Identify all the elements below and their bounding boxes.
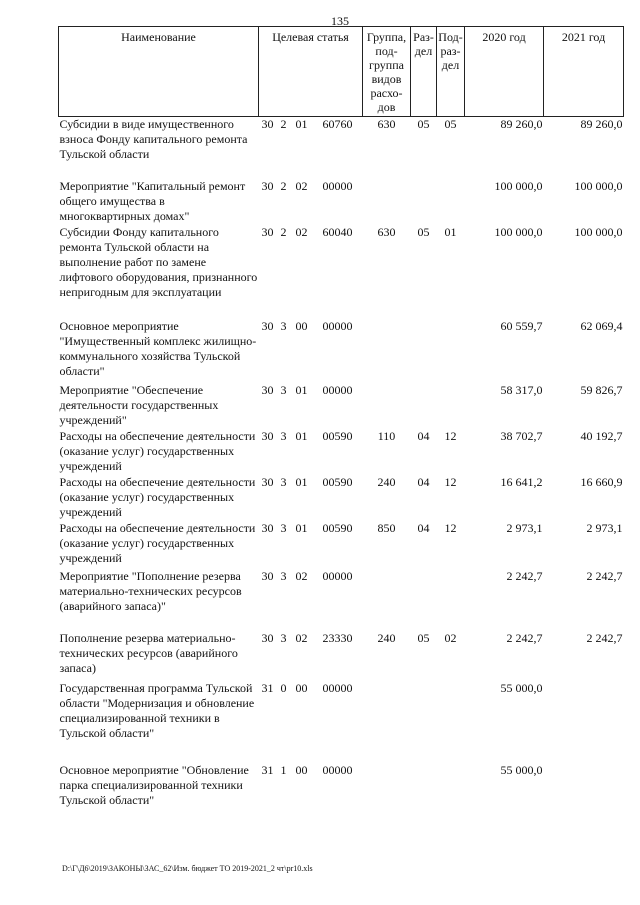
target-part-1: 30 (261, 224, 274, 239)
amount-2021: 100 000,0 (574, 224, 623, 239)
section-code: 04 (417, 428, 430, 443)
amount-2020: 55 000,0 (500, 762, 543, 777)
target-part-2: 3 (280, 382, 287, 397)
amount-2021: 89 260,0 (580, 117, 623, 131)
subsection-code (437, 179, 465, 225)
table-row (59, 179, 624, 225)
row-name: Субсидии в виде имущественного взноса Фонду капитального ремонта Тульской области (59, 117, 248, 161)
target-part-4: 00000 (322, 762, 353, 777)
row-name: Пополнение резерва материально-технических ресурсов (аварийного запаса) (59, 630, 238, 675)
amount-2021: 2 242,7 (586, 568, 623, 583)
row-name: Мероприятие "Пополнение резерва материально-технических ресурсов (аварийного запаса)" (59, 568, 242, 613)
row-name: Расходы на обеспечение деятельности (оказание услуг) государственных учреждений (59, 520, 256, 565)
table-row (59, 631, 624, 681)
group-code: 110 (377, 428, 396, 443)
file-path-footer: D:\Г\Д6\2019\ЗАКОНЫ\ЗАС_62\Изм. бюджет ТО 2019-2021_2 чт\pr10.xls (62, 864, 313, 873)
subsection-code (437, 569, 465, 631)
group-code (363, 383, 411, 429)
group-code (363, 179, 411, 225)
table-row (59, 429, 624, 475)
target-part-1: 30 (261, 520, 274, 535)
target-part-1: 30 (261, 178, 274, 193)
header-2021: 2021 год (544, 27, 624, 117)
target-part-4: 60040 (322, 224, 353, 239)
amount-2021: 59 826,7 (580, 382, 623, 397)
target-part-4: 00590 (322, 428, 353, 443)
target-part-3: 00 (295, 680, 308, 695)
amount-2020: 2 242,7 (506, 630, 543, 645)
amount-2020: 89 260,0 (500, 117, 543, 131)
subsection-code: 12 (444, 428, 457, 443)
row-name: Основное мероприятие "Имущественный комплекс жилищно-коммунального хозяйства Тульской области" (59, 318, 257, 378)
subsection-code: 05 (444, 117, 457, 131)
target-part-2: 2 (280, 178, 287, 193)
section-code: 04 (417, 520, 430, 535)
header-name: Наименование (59, 27, 259, 117)
budget-table (58, 26, 624, 823)
target-part-2: 3 (280, 520, 287, 535)
subsection-code: 12 (444, 520, 457, 535)
target-part-3: 01 (295, 474, 308, 489)
group-code: 240 (377, 474, 396, 489)
target-part-3: 02 (295, 630, 308, 645)
target-part-1: 31 (261, 762, 274, 777)
target-part-2: 3 (280, 630, 287, 645)
amount-2020: 100 000,0 (494, 178, 543, 193)
amount-2021: 62 069,4 (580, 318, 623, 333)
section-code: 05 (417, 224, 430, 239)
target-part-2: 0 (280, 680, 287, 695)
group-code (363, 763, 411, 823)
subsection-code: 02 (444, 630, 457, 645)
target-part-4: 23330 (322, 630, 353, 645)
target-part-2: 2 (280, 224, 287, 239)
group-code (363, 681, 411, 763)
table-row (59, 521, 624, 569)
amount-2020: 2 242,7 (506, 568, 543, 583)
table-row (59, 319, 624, 383)
header-subsection: Под-раз-дел (437, 27, 465, 117)
amount-2021 (544, 681, 624, 763)
target-part-3: 01 (295, 117, 308, 131)
target-part-1: 30 (261, 382, 274, 397)
target-part-3: 00 (295, 762, 308, 777)
target-part-2: 3 (280, 474, 287, 489)
target-part-3: 02 (295, 224, 308, 239)
target-part-1: 30 (261, 318, 274, 333)
target-part-2: 2 (280, 117, 287, 131)
subsection-code: 01 (444, 224, 457, 239)
amount-2021: 2 242,7 (586, 630, 623, 645)
amount-2021: 16 660,9 (580, 474, 623, 489)
section-code (411, 681, 437, 763)
target-part-3: 01 (295, 428, 308, 443)
row-name: Расходы на обеспечение деятельности (оказание услуг) государственных учреждений (59, 428, 256, 473)
amount-2020: 38 702,7 (500, 428, 543, 443)
section-code (411, 179, 437, 225)
target-part-2: 3 (280, 428, 287, 443)
row-name: Мероприятие "Капитальный ремонт общего имущества в многоквартирных домах" (59, 178, 246, 223)
header-group: Группа, под-группа видов расхо-дов (363, 27, 411, 117)
amount-2020: 55 000,0 (500, 680, 543, 695)
amount-2021: 40 192,7 (580, 428, 623, 443)
target-part-3: 01 (295, 382, 308, 397)
target-part-1: 30 (261, 568, 274, 583)
section-code (411, 569, 437, 631)
amount-2020: 60 559,7 (500, 318, 543, 333)
amount-2020: 100 000,0 (494, 224, 543, 239)
row-name: Субсидии Фонду капитального ремонта Тульской области на выполнение работ по замене лифтового оборудования, признанного непригодным для эксплуатации (59, 224, 258, 299)
amount-2020: 58 317,0 (500, 382, 543, 397)
target-part-1: 31 (261, 680, 274, 695)
header-2020: 2020 год (465, 27, 544, 117)
section-code: 05 (417, 117, 430, 131)
amount-2021: 2 973,1 (586, 520, 623, 535)
target-part-4: 00000 (322, 568, 353, 583)
target-part-4: 00000 (322, 318, 353, 333)
target-part-2: 1 (280, 762, 287, 777)
group-code (363, 319, 411, 383)
section-code: 05 (417, 630, 430, 645)
table-row (59, 569, 624, 631)
target-part-4: 00590 (322, 474, 353, 489)
table-row (59, 383, 624, 429)
page-number: 135 (331, 14, 349, 28)
subsection-code (437, 763, 465, 823)
subsection-code: 12 (444, 474, 457, 489)
amount-2021 (544, 763, 624, 823)
group-code: 850 (377, 520, 396, 535)
amount-2020: 2 973,1 (506, 520, 543, 535)
table-row (59, 225, 624, 319)
table-header-row (59, 27, 624, 117)
table-row (59, 117, 624, 179)
section-code (411, 319, 437, 383)
target-part-3: 01 (295, 520, 308, 535)
subsection-code (437, 319, 465, 383)
target-part-3: 02 (295, 568, 308, 583)
table-row (59, 681, 624, 763)
subsection-code (437, 681, 465, 763)
target-part-1: 30 (261, 630, 274, 645)
target-part-4: 00000 (322, 382, 353, 397)
table-row (59, 475, 624, 521)
target-part-3: 00 (295, 318, 308, 333)
amount-2021: 100 000,0 (574, 178, 623, 193)
target-part-2: 3 (280, 568, 287, 583)
target-part-1: 30 (261, 117, 274, 131)
target-part-2: 3 (280, 318, 287, 333)
row-name: Расходы на обеспечение деятельности (оказание услуг) государственных учреждений (59, 474, 256, 519)
target-part-1: 30 (261, 474, 274, 489)
group-code: 630 (377, 224, 396, 239)
row-name: Мероприятие "Обеспечение деятельности государственных учреждений" (59, 382, 219, 427)
target-part-3: 02 (295, 178, 308, 193)
target-part-4: 00000 (322, 178, 353, 193)
header-target: Целевая статья (259, 27, 363, 117)
group-code: 630 (377, 117, 396, 131)
group-code (363, 569, 411, 631)
group-code: 240 (377, 630, 396, 645)
section-code (411, 763, 437, 823)
target-part-4: 00000 (322, 680, 353, 695)
subsection-code (437, 383, 465, 429)
section-code: 04 (417, 474, 430, 489)
table-row (59, 763, 624, 823)
section-code (411, 383, 437, 429)
target-part-4: 00590 (322, 520, 353, 535)
header-section: Раз-дел (411, 27, 437, 117)
row-name: Государственная программа Тульской области "Модернизация и обновление специализированной техники в Тульской области" (59, 680, 255, 740)
target-part-1: 30 (261, 428, 274, 443)
amount-2020: 16 641,2 (500, 474, 543, 489)
target-part-4: 60760 (322, 117, 353, 131)
row-name: Основное мероприятие "Обновление парка специализированной техники Тульской области" (59, 762, 249, 807)
